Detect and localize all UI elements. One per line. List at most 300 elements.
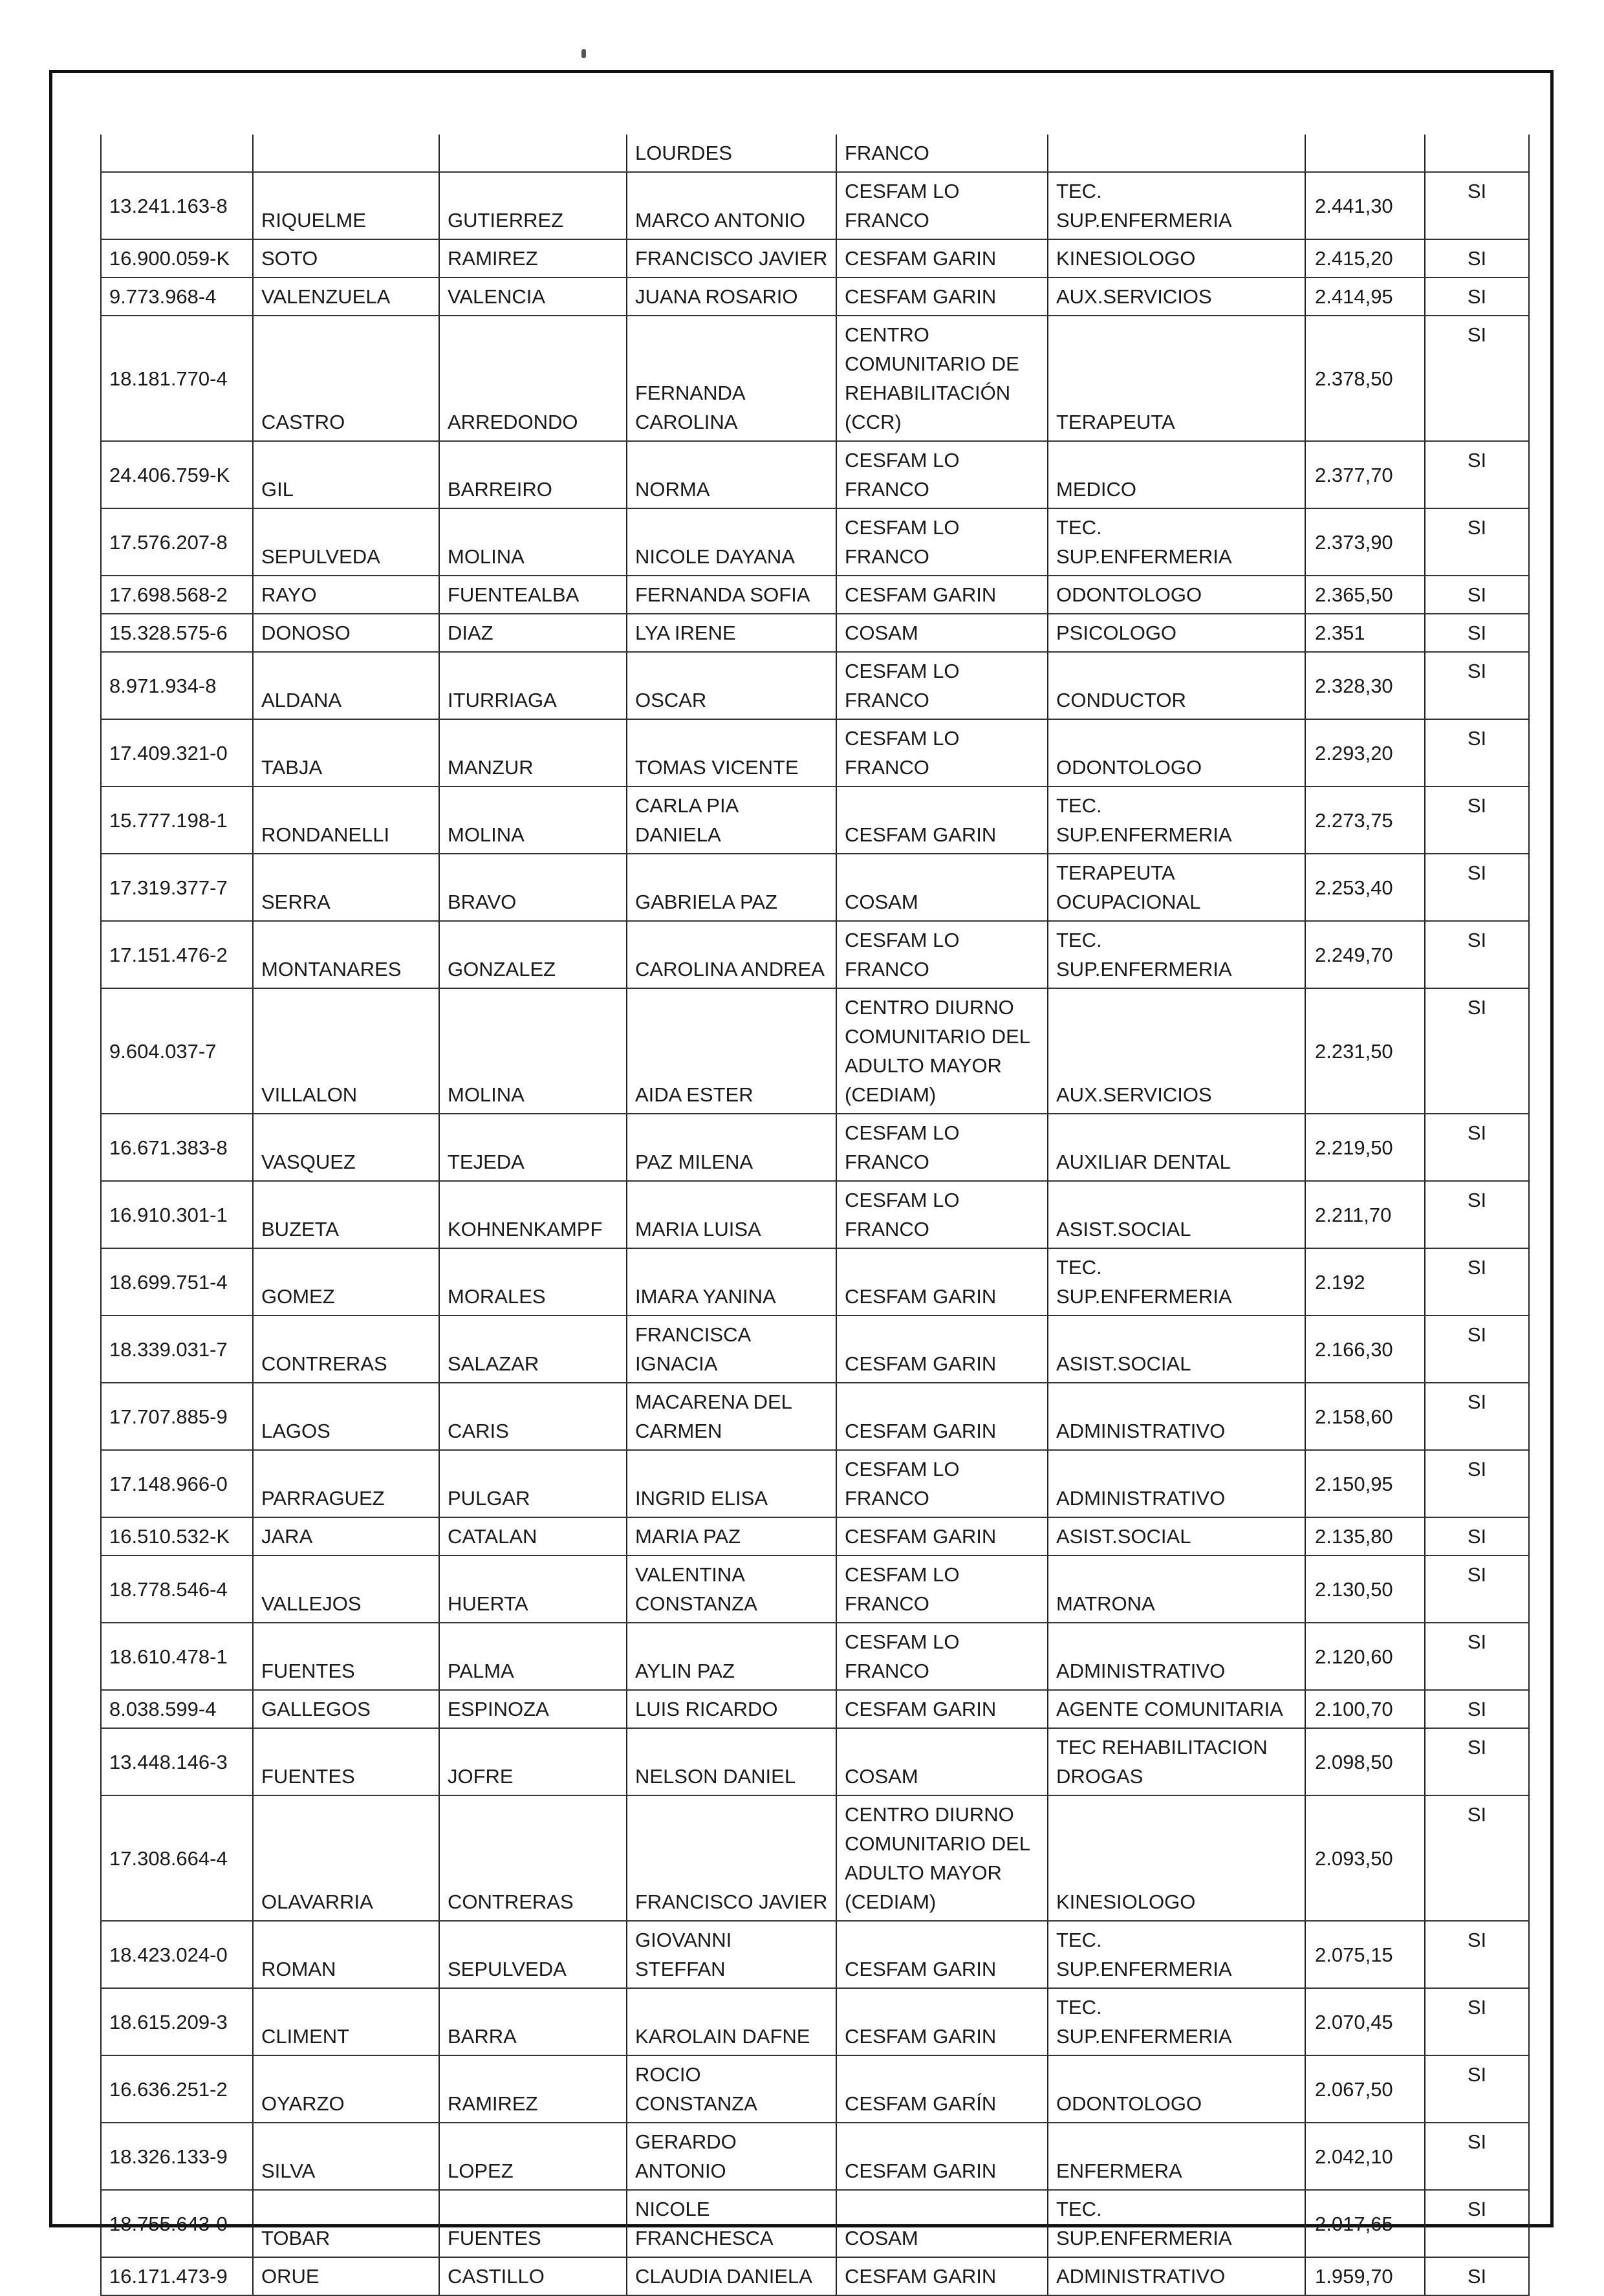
establishment-cell: CESFAM GARIN: [836, 1517, 1048, 1555]
establishment-cell: CESFAM LO FRANCO: [836, 508, 1048, 576]
given-names-cell: GABRIELA PAZ: [627, 854, 836, 921]
table-row: [101, 172, 1529, 239]
flag-cell: SI: [1425, 1728, 1529, 1795]
flag-cell: SI: [1425, 921, 1529, 988]
maternal-surname-cell: ESPINOZA: [439, 1690, 627, 1728]
paternal-surname-cell: TABJA: [253, 719, 439, 786]
rut-cell: 17.409.321-0: [101, 719, 253, 786]
flag-cell: SI: [1425, 576, 1529, 614]
maternal-surname-cell: BARREIRO: [439, 441, 627, 508]
flag-cell: SI: [1425, 1921, 1529, 1988]
establishment-cell: CESFAM GARIN: [836, 2123, 1048, 2190]
position-cell: ADMINISTRATIVO: [1048, 1450, 1305, 1517]
table-row: [101, 2055, 1529, 2123]
rut-cell: 18.615.209-3: [101, 1988, 253, 2055]
paternal-surname-cell: GALLEGOS: [253, 1690, 439, 1728]
amount-cell: [1305, 135, 1425, 172]
paternal-surname-cell: [253, 135, 439, 172]
maternal-surname-cell: TEJEDA: [439, 1114, 627, 1181]
position-cell: TEC. SUP.ENFERMERIA: [1048, 921, 1305, 988]
flag-cell: SI: [1425, 441, 1529, 508]
paternal-surname-cell: CONTRERAS: [253, 1316, 439, 1383]
rut-cell: 18.339.031-7: [101, 1316, 253, 1383]
table-row: [101, 441, 1529, 508]
amount-cell: 2.231,50: [1305, 988, 1425, 1114]
rut-cell: 18.423.024-0: [101, 1921, 253, 1988]
position-cell: ADMINISTRATIVO: [1048, 1383, 1305, 1450]
flag-cell: SI: [1425, 988, 1529, 1114]
paternal-surname-cell: VALENZUELA: [253, 277, 439, 316]
maternal-surname-cell: MORALES: [439, 1248, 627, 1316]
flag-cell: SI: [1425, 1517, 1529, 1555]
establishment-cell: CENTRO DIURNO COMUNITARIO DEL ADULTO MAYOR (CEDIAM): [836, 988, 1048, 1114]
flag-cell: SI: [1425, 1181, 1529, 1248]
position-cell: ENFERMERA: [1048, 2123, 1305, 2190]
establishment-cell: CESFAM GARIN: [836, 1248, 1048, 1316]
establishment-cell: CESFAM GARÍN: [836, 2055, 1048, 2123]
position-cell: [1048, 135, 1305, 172]
table-row: [101, 1181, 1529, 1248]
maternal-surname-cell: HUERTA: [439, 1555, 627, 1623]
amount-cell: 2.093,50: [1305, 1795, 1425, 1921]
amount-cell: 2.100,70: [1305, 1690, 1425, 1728]
rut-cell: 17.148.966-0: [101, 1450, 253, 1517]
establishment-cell: CESFAM LO FRANCO: [836, 1623, 1048, 1690]
establishment-cell: CESFAM GARIN: [836, 786, 1048, 854]
position-cell: CONDUCTOR: [1048, 652, 1305, 719]
flag-cell: SI: [1425, 1316, 1529, 1383]
position-cell: ASIST.SOCIAL: [1048, 1316, 1305, 1383]
staff-table: [100, 135, 1530, 2296]
given-names-cell: NORMA: [627, 441, 836, 508]
rut-cell: 16.900.059-K: [101, 239, 253, 277]
maternal-surname-cell: RAMIREZ: [439, 2055, 627, 2123]
table-row: [101, 854, 1529, 921]
flag-cell: SI: [1425, 854, 1529, 921]
paternal-surname-cell: VASQUEZ: [253, 1114, 439, 1181]
establishment-cell: CESFAM LO FRANCO: [836, 1450, 1048, 1517]
paternal-surname-cell: OLAVARRIA: [253, 1795, 439, 1921]
table-row: [101, 277, 1529, 316]
amount-cell: 2.120,60: [1305, 1623, 1425, 1690]
flag-cell: SI: [1425, 277, 1529, 316]
table-row: [101, 2257, 1529, 2295]
maternal-surname-cell: CONTRERAS: [439, 1795, 627, 1921]
amount-cell: 2.192: [1305, 1248, 1425, 1316]
table-row: [101, 1988, 1529, 2055]
rut-cell: 17.151.476-2: [101, 921, 253, 988]
position-cell: AUXILIAR DENTAL: [1048, 1114, 1305, 1181]
amount-cell: 2.249,70: [1305, 921, 1425, 988]
amount-cell: 2.135,80: [1305, 1517, 1425, 1555]
given-names-cell: MARIA LUISA: [627, 1181, 836, 1248]
table-row: [101, 316, 1529, 441]
maternal-surname-cell: CATALAN: [439, 1517, 627, 1555]
establishment-cell: CESFAM LO FRANCO: [836, 719, 1048, 786]
given-names-cell: TOMAS VICENTE: [627, 719, 836, 786]
given-names-cell: JUANA ROSARIO: [627, 277, 836, 316]
flag-cell: SI: [1425, 652, 1529, 719]
position-cell: TERAPEUTA OCUPACIONAL: [1048, 854, 1305, 921]
maternal-surname-cell: PULGAR: [439, 1450, 627, 1517]
amount-cell: 2.373,90: [1305, 508, 1425, 576]
flag-cell: SI: [1425, 508, 1529, 576]
paternal-surname-cell: RIQUELME: [253, 172, 439, 239]
rut-cell: 18.778.546-4: [101, 1555, 253, 1623]
flag-cell: SI: [1425, 1690, 1529, 1728]
paternal-surname-cell: VILLALON: [253, 988, 439, 1114]
position-cell: ODONTOLOGO: [1048, 2055, 1305, 2123]
establishment-cell: CESFAM LO FRANCO: [836, 921, 1048, 988]
position-cell: TEC. SUP.ENFERMERIA: [1048, 2190, 1305, 2257]
flag-cell: SI: [1425, 719, 1529, 786]
establishment-cell: CESFAM GARIN: [836, 1921, 1048, 1988]
flag-cell: SI: [1425, 2055, 1529, 2123]
maternal-surname-cell: FUENTEALBA: [439, 576, 627, 614]
table-row: [101, 652, 1529, 719]
paternal-surname-cell: BUZETA: [253, 1181, 439, 1248]
rut-cell: 13.448.146-3: [101, 1728, 253, 1795]
given-names-cell: LYA IRENE: [627, 614, 836, 652]
given-names-cell: MARCO ANTONIO: [627, 172, 836, 239]
establishment-cell: FRANCO: [836, 135, 1048, 172]
given-names-cell: FRANCISCO JAVIER: [627, 1795, 836, 1921]
position-cell: AGENTE COMUNITARIA: [1048, 1690, 1305, 1728]
maternal-surname-cell: JOFRE: [439, 1728, 627, 1795]
paternal-surname-cell: SOTO: [253, 239, 439, 277]
amount-cell: 2.130,50: [1305, 1555, 1425, 1623]
rut-cell: 17.308.664-4: [101, 1795, 253, 1921]
table-row: [101, 1450, 1529, 1517]
paternal-surname-cell: ROMAN: [253, 1921, 439, 1988]
amount-cell: 2.414,95: [1305, 277, 1425, 316]
rut-cell: 18.181.770-4: [101, 316, 253, 441]
amount-cell: 2.273,75: [1305, 786, 1425, 854]
flag-cell: SI: [1425, 1114, 1529, 1181]
amount-cell: 2.042,10: [1305, 2123, 1425, 2190]
given-names-cell: VALENTINA CONSTANZA: [627, 1555, 836, 1623]
flag-cell: SI: [1425, 614, 1529, 652]
paternal-surname-cell: DONOSO: [253, 614, 439, 652]
flag-cell: SI: [1425, 2190, 1529, 2257]
position-cell: MEDICO: [1048, 441, 1305, 508]
maternal-surname-cell: RAMIREZ: [439, 239, 627, 277]
rut-cell: 24.406.759-K: [101, 441, 253, 508]
amount-cell: 2.211,70: [1305, 1181, 1425, 1248]
flag-cell: SI: [1425, 1450, 1529, 1517]
position-cell: TEC. SUP.ENFERMERIA: [1048, 172, 1305, 239]
position-cell: ODONTOLOGO: [1048, 719, 1305, 786]
maternal-surname-cell: MOLINA: [439, 786, 627, 854]
position-cell: TEC. SUP.ENFERMERIA: [1048, 1248, 1305, 1316]
rut-cell: 16.510.532-K: [101, 1517, 253, 1555]
amount-cell: 2.351: [1305, 614, 1425, 652]
position-cell: TEC. SUP.ENFERMERIA: [1048, 1988, 1305, 2055]
paternal-surname-cell: LAGOS: [253, 1383, 439, 1450]
amount-cell: 2.098,50: [1305, 1728, 1425, 1795]
maternal-surname-cell: MOLINA: [439, 988, 627, 1114]
given-names-cell: ROCIO CONSTANZA: [627, 2055, 836, 2123]
paternal-surname-cell: GIL: [253, 441, 439, 508]
flag-cell: SI: [1425, 172, 1529, 239]
position-cell: TEC REHABILITACION DROGAS: [1048, 1728, 1305, 1795]
given-names-cell: FERNANDA CAROLINA: [627, 316, 836, 441]
maternal-surname-cell: CARIS: [439, 1383, 627, 1450]
given-names-cell: IMARA YANINA: [627, 1248, 836, 1316]
given-names-cell: INGRID ELISA: [627, 1450, 836, 1517]
paternal-surname-cell: SEPULVEDA: [253, 508, 439, 576]
maternal-surname-cell: SALAZAR: [439, 1316, 627, 1383]
rut-cell: 18.326.133-9: [101, 2123, 253, 2190]
maternal-surname-cell: SEPULVEDA: [439, 1921, 627, 1988]
given-names-cell: NICOLE DAYANA: [627, 508, 836, 576]
given-names-cell: AIDA ESTER: [627, 988, 836, 1114]
paternal-surname-cell: JARA: [253, 1517, 439, 1555]
maternal-surname-cell: MANZUR: [439, 719, 627, 786]
establishment-cell: CESFAM GARIN: [836, 2257, 1048, 2295]
amount-cell: 1.959,70: [1305, 2257, 1425, 2295]
table-row: [101, 1623, 1529, 1690]
table-row: [101, 576, 1529, 614]
paternal-surname-cell: RAYO: [253, 576, 439, 614]
rut-cell: 17.319.377-7: [101, 854, 253, 921]
establishment-cell: CESFAM LO FRANCO: [836, 172, 1048, 239]
flag-cell: SI: [1425, 316, 1529, 441]
establishment-cell: CESFAM GARIN: [836, 576, 1048, 614]
paternal-surname-cell: VALLEJOS: [253, 1555, 439, 1623]
rut-cell: 18.610.478-1: [101, 1623, 253, 1690]
scan-speck: [581, 49, 586, 58]
amount-cell: 2.067,50: [1305, 2055, 1425, 2123]
maternal-surname-cell: CASTILLO: [439, 2257, 627, 2295]
rut-cell: 17.707.885-9: [101, 1383, 253, 1450]
amount-cell: 2.293,20: [1305, 719, 1425, 786]
establishment-cell: CESFAM LO FRANCO: [836, 1555, 1048, 1623]
rut-cell: 18.699.751-4: [101, 1248, 253, 1316]
given-names-cell: LOURDES: [627, 135, 836, 172]
flag-cell: SI: [1425, 2257, 1529, 2295]
given-names-cell: CAROLINA ANDREA: [627, 921, 836, 988]
given-names-cell: NICOLE FRANCHESCA: [627, 2190, 836, 2257]
rut-cell: 16.910.301-1: [101, 1181, 253, 1248]
given-names-cell: LUIS RICARDO: [627, 1690, 836, 1728]
paternal-surname-cell: SERRA: [253, 854, 439, 921]
given-names-cell: FRANCISCA IGNACIA: [627, 1316, 836, 1383]
maternal-surname-cell: LOPEZ: [439, 2123, 627, 2190]
table-row: [101, 1690, 1529, 1728]
flag-cell: SI: [1425, 1988, 1529, 2055]
amount-cell: 2.441,30: [1305, 172, 1425, 239]
paternal-surname-cell: RONDANELLI: [253, 786, 439, 854]
paternal-surname-cell: CASTRO: [253, 316, 439, 441]
establishment-cell: CESFAM GARIN: [836, 1383, 1048, 1450]
rut-cell: 15.328.575-6: [101, 614, 253, 652]
given-names-cell: KAROLAIN DAFNE: [627, 1988, 836, 2055]
maternal-surname-cell: ARREDONDO: [439, 316, 627, 441]
amount-cell: 2.328,30: [1305, 652, 1425, 719]
table-row: [101, 1316, 1529, 1383]
table-row: [101, 2190, 1529, 2257]
establishment-cell: CESFAM GARIN: [836, 1988, 1048, 2055]
maternal-surname-cell: GONZALEZ: [439, 921, 627, 988]
establishment-cell: CESFAM LO FRANCO: [836, 441, 1048, 508]
maternal-surname-cell: DIAZ: [439, 614, 627, 652]
position-cell: TEC. SUP.ENFERMERIA: [1048, 508, 1305, 576]
staff-table-body: [101, 135, 1529, 2295]
maternal-surname-cell: [439, 135, 627, 172]
table-row: [101, 1383, 1529, 1450]
establishment-cell: CESFAM LO FRANCO: [836, 1181, 1048, 1248]
flag-cell: SI: [1425, 1623, 1529, 1690]
paternal-surname-cell: PARRAGUEZ: [253, 1450, 439, 1517]
given-names-cell: FERNANDA SOFIA: [627, 576, 836, 614]
table-row: [101, 135, 1529, 172]
establishment-cell: COSAM: [836, 854, 1048, 921]
establishment-cell: COSAM: [836, 614, 1048, 652]
position-cell: MATRONA: [1048, 1555, 1305, 1623]
given-names-cell: FRANCISCO JAVIER: [627, 239, 836, 277]
establishment-cell: CESFAM GARIN: [836, 239, 1048, 277]
given-names-cell: GERARDO ANTONIO: [627, 2123, 836, 2190]
maternal-surname-cell: BARRA: [439, 1988, 627, 2055]
table-row: [101, 1114, 1529, 1181]
table-row: [101, 1555, 1529, 1623]
table-row: [101, 1517, 1529, 1555]
amount-cell: 2.070,45: [1305, 1988, 1425, 2055]
position-cell: AUX.SERVICIOS: [1048, 277, 1305, 316]
maternal-surname-cell: KOHNENKAMPF: [439, 1181, 627, 1248]
position-cell: TEC. SUP.ENFERMERIA: [1048, 1921, 1305, 1988]
rut-cell: 13.241.163-8: [101, 172, 253, 239]
table-row: [101, 2123, 1529, 2190]
maternal-surname-cell: PALMA: [439, 1623, 627, 1690]
establishment-cell: CESFAM GARIN: [836, 1690, 1048, 1728]
flag-cell: SI: [1425, 1555, 1529, 1623]
given-names-cell: AYLIN PAZ: [627, 1623, 836, 1690]
amount-cell: 2.158,60: [1305, 1383, 1425, 1450]
table-row: [101, 1728, 1529, 1795]
paternal-surname-cell: ALDANA: [253, 652, 439, 719]
amount-cell: 2.253,40: [1305, 854, 1425, 921]
establishment-cell: COSAM: [836, 2190, 1048, 2257]
paternal-surname-cell: SILVA: [253, 2123, 439, 2190]
paternal-surname-cell: CLIMENT: [253, 1988, 439, 2055]
amount-cell: 2.377,70: [1305, 441, 1425, 508]
position-cell: ADMINISTRATIVO: [1048, 2257, 1305, 2295]
establishment-cell: CENTRO DIURNO COMUNITARIO DEL ADULTO MAYOR (CEDIAM): [836, 1795, 1048, 1921]
position-cell: AUX.SERVICIOS: [1048, 988, 1305, 1114]
establishment-cell: CESFAM LO FRANCO: [836, 652, 1048, 719]
table-row: [101, 1248, 1529, 1316]
position-cell: ASIST.SOCIAL: [1048, 1517, 1305, 1555]
rut-cell: 18.755.643-0: [101, 2190, 253, 2257]
establishment-cell: CESFAM GARIN: [836, 277, 1048, 316]
amount-cell: 2.075,15: [1305, 1921, 1425, 1988]
position-cell: KINESIOLOGO: [1048, 239, 1305, 277]
amount-cell: 2.150,95: [1305, 1450, 1425, 1517]
maternal-surname-cell: GUTIERREZ: [439, 172, 627, 239]
rut-cell: 15.777.198-1: [101, 786, 253, 854]
position-cell: TERAPEUTA: [1048, 316, 1305, 441]
maternal-surname-cell: FUENTES: [439, 2190, 627, 2257]
position-cell: ADMINISTRATIVO: [1048, 1623, 1305, 1690]
amount-cell: 2.166,30: [1305, 1316, 1425, 1383]
paternal-surname-cell: MONTANARES: [253, 921, 439, 988]
given-names-cell: CLAUDIA DANIELA: [627, 2257, 836, 2295]
paternal-surname-cell: ORUE: [253, 2257, 439, 2295]
maternal-surname-cell: BRAVO: [439, 854, 627, 921]
rut-cell: 16.171.473-9: [101, 2257, 253, 2295]
position-cell: KINESIOLOGO: [1048, 1795, 1305, 1921]
rut-cell: [101, 135, 253, 172]
rut-cell: 9.773.968-4: [101, 277, 253, 316]
flag-cell: [1425, 135, 1529, 172]
paternal-surname-cell: FUENTES: [253, 1728, 439, 1795]
establishment-cell: CESFAM LO FRANCO: [836, 1114, 1048, 1181]
table-row: [101, 239, 1529, 277]
rut-cell: 17.698.568-2: [101, 576, 253, 614]
table-row: [101, 921, 1529, 988]
table-row: [101, 786, 1529, 854]
position-cell: ODONTOLOGO: [1048, 576, 1305, 614]
amount-cell: 2.415,20: [1305, 239, 1425, 277]
given-names-cell: CARLA PIA DANIELA: [627, 786, 836, 854]
given-names-cell: MARIA PAZ: [627, 1517, 836, 1555]
given-names-cell: OSCAR: [627, 652, 836, 719]
table-row: [101, 988, 1529, 1114]
given-names-cell: GIOVANNI STEFFAN: [627, 1921, 836, 1988]
flag-cell: SI: [1425, 1795, 1529, 1921]
establishment-cell: CESFAM GARIN: [836, 1316, 1048, 1383]
paternal-surname-cell: GOMEZ: [253, 1248, 439, 1316]
paternal-surname-cell: FUENTES: [253, 1623, 439, 1690]
table-row: [101, 508, 1529, 576]
amount-cell: 2.378,50: [1305, 316, 1425, 441]
flag-cell: SI: [1425, 1383, 1529, 1450]
position-cell: TEC. SUP.ENFERMERIA: [1048, 786, 1305, 854]
rut-cell: 17.576.207-8: [101, 508, 253, 576]
rut-cell: 16.671.383-8: [101, 1114, 253, 1181]
flag-cell: SI: [1425, 1248, 1529, 1316]
amount-cell: 2.365,50: [1305, 576, 1425, 614]
amount-cell: 2.017,65: [1305, 2190, 1425, 2257]
establishment-cell: COSAM: [836, 1728, 1048, 1795]
position-cell: PSICOLOGO: [1048, 614, 1305, 652]
table-row: [101, 1921, 1529, 1988]
amount-cell: 2.219,50: [1305, 1114, 1425, 1181]
maternal-surname-cell: ITURRIAGA: [439, 652, 627, 719]
table-row: [101, 719, 1529, 786]
establishment-cell: CENTRO COMUNITARIO DE REHABILITACIÓN (CCR): [836, 316, 1048, 441]
given-names-cell: NELSON DANIEL: [627, 1728, 836, 1795]
flag-cell: SI: [1425, 786, 1529, 854]
rut-cell: 8.038.599-4: [101, 1690, 253, 1728]
flag-cell: SI: [1425, 2123, 1529, 2190]
position-cell: ASIST.SOCIAL: [1048, 1181, 1305, 1248]
rut-cell: 9.604.037-7: [101, 988, 253, 1114]
given-names-cell: MACARENA DEL CARMEN: [627, 1383, 836, 1450]
paternal-surname-cell: TOBAR: [253, 2190, 439, 2257]
maternal-surname-cell: MOLINA: [439, 508, 627, 576]
table-row: [101, 1795, 1529, 1921]
table-row: [101, 614, 1529, 652]
maternal-surname-cell: VALENCIA: [439, 277, 627, 316]
rut-cell: 16.636.251-2: [101, 2055, 253, 2123]
flag-cell: SI: [1425, 239, 1529, 277]
given-names-cell: PAZ MILENA: [627, 1114, 836, 1181]
paternal-surname-cell: OYARZO: [253, 2055, 439, 2123]
rut-cell: 8.971.934-8: [101, 652, 253, 719]
